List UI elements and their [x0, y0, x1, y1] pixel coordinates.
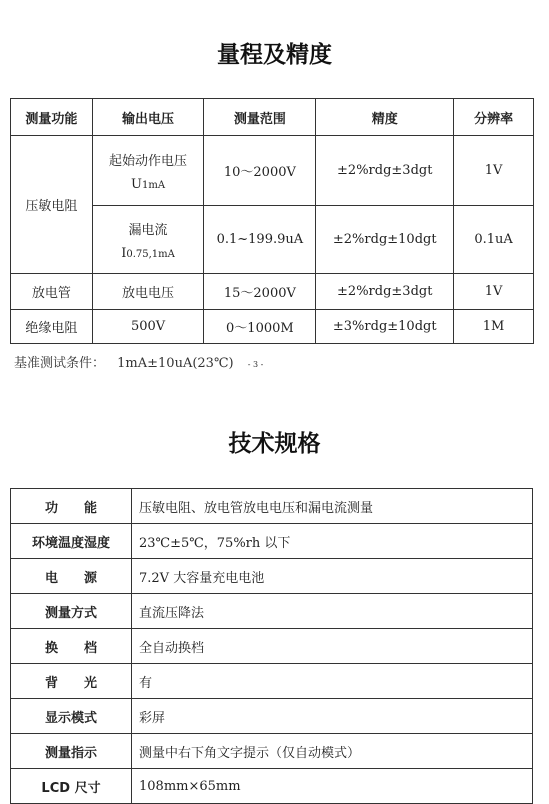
table-row: [11, 769, 533, 804]
spec-value: 彩屏: [132, 699, 533, 734]
table-row: [11, 136, 534, 206]
spec-label: 电 源: [11, 559, 132, 594]
header-accuracy: 精度: [316, 99, 454, 136]
u-symbol: U: [131, 176, 142, 192]
cell-output-insulation: 500V: [92, 310, 204, 344]
table-row: [11, 699, 533, 734]
note-value: 1mA±10uA(23℃): [117, 356, 234, 371]
table-row: [11, 734, 533, 769]
cell-output-leakage: [92, 206, 204, 274]
spec-label: 环境温度湿度: [11, 524, 132, 559]
spec-value: 23℃±5℃，75%rh 以下: [132, 524, 533, 559]
spec-label: 换 档: [11, 629, 132, 664]
table-header-row: [11, 99, 534, 136]
i-symbol: I: [121, 245, 127, 261]
u-subscript: 1mA: [142, 179, 166, 191]
spec-value: 全自动换档: [132, 629, 533, 664]
cell-function-insulation: 绝缘电阻: [11, 310, 93, 344]
spec-value: 有: [132, 664, 533, 699]
spec-value: 测量中右下角文字提示（仅自动模式）: [132, 734, 533, 769]
spec-label: 测量指示: [11, 734, 132, 769]
reference-condition-note: [14, 352, 263, 371]
spec-value: 压敏电阻、放电管放电电压和漏电流测量: [132, 489, 533, 524]
cell-output-discharge: 放电电压: [92, 274, 204, 310]
cell-range-discharge: 15～2000V: [204, 274, 316, 310]
spec-label: 背 光: [11, 664, 132, 699]
range-accuracy-table: [10, 98, 534, 344]
header-output-voltage: 输出电压: [92, 99, 204, 136]
i-subscript: 0.75,1mA: [126, 248, 175, 260]
tech-spec-table: [10, 488, 533, 804]
cell-resolution-insulation: 1M: [454, 310, 534, 344]
u1ma-symbol: [93, 177, 204, 192]
output-leakage-label: 漏电流: [128, 222, 168, 238]
header-measure-range: 测量范围: [204, 99, 316, 136]
spec-label: 测量方式: [11, 594, 132, 629]
tech-spec-title: 技术规格: [228, 431, 321, 457]
table-row: [11, 524, 533, 559]
header-function: 测量功能: [11, 99, 93, 136]
cell-range-start-voltage: 10～2000V: [204, 136, 316, 206]
cell-output-start-voltage: [92, 136, 204, 206]
cell-function-varistor: 压敏电阻: [11, 136, 93, 274]
table-row: [11, 559, 533, 594]
table-row: [11, 664, 533, 699]
spec-value: 7.2V 大容量充电电池: [132, 559, 533, 594]
spec-value: 直流压降法: [132, 594, 533, 629]
table-row: [11, 310, 534, 344]
i-leakage-symbol: [93, 246, 204, 261]
header-resolution: 分辨率: [454, 99, 534, 136]
table-row: [11, 489, 533, 524]
cell-range-leakage: 0.1~199.9uA: [204, 206, 316, 274]
spec-value: 108mm×65mm: [132, 769, 533, 804]
table-row: [11, 594, 533, 629]
table-row: [11, 274, 534, 310]
spec-label: 功 能: [11, 489, 132, 524]
cell-accuracy-insulation: ±3%rdg±10dgt: [316, 310, 454, 344]
cell-resolution-start-voltage: 1V: [454, 136, 534, 206]
page-number: - 3 -: [247, 360, 264, 369]
table-row: [11, 629, 533, 664]
cell-range-insulation: 0～1000M: [204, 310, 316, 344]
cell-resolution-discharge: 1V: [454, 274, 534, 310]
cell-resolution-leakage: 0.1uA: [454, 206, 534, 274]
spec-label: 显示模式: [11, 699, 132, 734]
note-label: 基准测试条件：: [14, 356, 106, 371]
cell-function-discharge-tube: 放电管: [11, 274, 93, 310]
cell-accuracy-start-voltage: ±2%rdg±3dgt: [316, 136, 454, 206]
spec-label: LCD 尺寸: [11, 769, 132, 804]
range-accuracy-title: 量程及精度: [217, 42, 332, 68]
output-start-voltage-label: 起始动作电压: [109, 153, 188, 169]
cell-accuracy-discharge: ±2%rdg±3dgt: [316, 274, 454, 310]
cell-accuracy-leakage: ±2%rdg±10dgt: [316, 206, 454, 274]
